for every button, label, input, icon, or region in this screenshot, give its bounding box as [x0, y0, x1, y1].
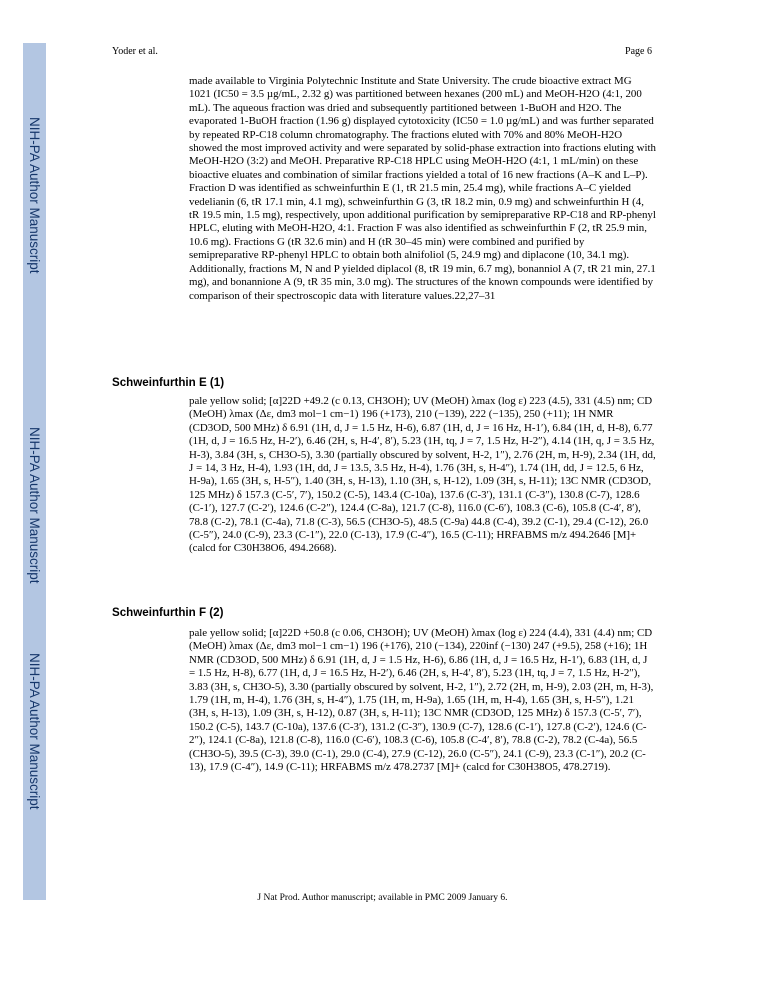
sidebar-label-bottom: NIH-PA Author Manuscript	[27, 653, 42, 810]
schweinfurthin-e-data: pale yellow solid; [α]22D +49.2 (c 0.13, CH3OH); UV (MeOH) λmax (log ε) 223 (4.5), 331 (4.5) nm; CD (MeOH) λmax (Δε, dm3 mol−1 cm−1) 196 (+173), 210 (−139), 222 (−135), 250 (+11); 1H NMR (CD3OD, 500 MHz) δ 6.91 (1H, d, J = 1.5 Hz, H-6), 6.87 (1H, d, J = 16 Hz, H-1′), 6.84 (1H, d, H-8), 6.77 (1H, d, J = 16.5 Hz, H-2′), 6.46 (2H, s, H-4′, 8′), 5.23 (1H, tq, J = 7, 1.5 Hz, H-2″), 4.14 (1H, q, J = 3.5 Hz, H-3), 3.84 (3H, s, CH3O-5), 3.30 (partially obscured by solvent, H-2, 1″), 2.76 (2H, m, H-9), 2.34 (1H, dd, J = 14, 3 Hz, H-4), 1.93 (1H, dd, J = 13.5, 3.5 Hz, H-4), 1.76 (3H, s, H-4″), 1.74 (1H, dd, J = 12.5, 6 Hz, H-9a), 1.65 (3H, s, H-5″), 1.40 (3H, s, H-13), 1.10 (3H, s, H-12), 1.09 (3H, s, H-11); 13C NMR (CD3OD, 125 MHz) δ 157.3 (C-5′, 7′), 150.2 (C-5), 143.4 (C-10a), 137.6 (C-3′), 131.1 (C-3″), 130.8 (C-7), 128.6 (C-1′), 127.7 (C-2′), 124.6 (C-2″), 124.4 (C-8a), 121.7 (C-8), 116.0 (C-6′), 108.3 (C-6), 105.8 (C-4′, 8′), 78.8 (C-2), 78.1 (C-4a), 71.8 (C-3), 56.5 (CH3O-5), 48.5 (C-9a) 44.8 (C-4), 39.2 (C-1), 29.4 (C-12), 26.0 (C-5″), 24.0 (C-9), 23.3 (C-1″), 22.0 (C-13), 17.9 (C-4″), 16.5 (C-11); HRFABMS m/z 494.2646 [M]+ (calcd for C30H38O6, 494.2668).	[189, 395, 656, 555]
sidebar-label-middle: NIH-PA Author Manuscript	[27, 427, 42, 584]
section-heading-schweinfurthin-f: Schweinfurthin F (2)	[112, 606, 224, 619]
section-heading-schweinfurthin-e: Schweinfurthin E (1)	[112, 376, 225, 389]
intro-paragraph: made available to Virginia Polytechnic Institute and State University. The crude bioactive extract MG 1021 (IC50 = 3.5 µg/mL, 2.32 g) was partitioned between hexanes (200 mL) and MeOH-H2O (4:1, 200 mL). The aqueous fraction was dried and subsequently partitioned between 1-BuOH and H2O. The evaporated 1-BuOH fraction (1.96 g) displayed cytotoxicity (IC50 = 1.0 µg/mL) and was further separated by repeated RP-C18 column chromatography. The fractions eluted with 70% and 80% MeOH-H2O showed the most improved activity and were separated by solid-phase extraction into fractions eluting with MeOH-H2O (3:2) and MeOH. Preparative RP-C18 HPLC using MeOH-H2O (4:1, 1 mL/min) on these bioactive eluates and combination of similar fractions yielded a total of 16 new fractions (A–K and L–P). Fraction D was identified as schweinfurthin E (1, tR 21.5 min, 25.4 mg), while fractions A–C yielded vedelianin (6, tR 17.1 min, 4.1 mg), schweinfurthin G (3, tR 18.2 min, 0.9 mg) and schweinfurthin H (4, tR 19.5 min, 1.5 mg), respectively, upon additional purification by semipreparative RP-C18 and RP-phenyl HPLC, eluting with MeOH-H2O, 4:1. Fraction F was also identified as schweinfurthin F (2, tR 25.9 min, 10.6 mg). Fractions G (tR 32.6 min) and H (tR 30–45 min) were combined and purified by semipreparative RP-phenyl HPLC to obtain both alnifoliol (5, 24.9 mg) and diplacone (10, 34.1 mg). Additionally, fractions M, N and P yielded diplacol (8, tR 19 min, 6.7 mg), bonanniol A (7, tR 21 min, 27.1 mg), and bonannione A (9, tR 35 min, 3.0 mg). The structures of the known compounds were identified by comparison of their spectroscopic data with literature values.22,27–31	[189, 75, 656, 302]
sidebar-label-top: NIH-PA Author Manuscript	[27, 117, 42, 274]
nih-pa-sidebar	[23, 43, 46, 900]
running-header-authors: Yoder et al.	[112, 46, 158, 57]
page-number: Page 6	[625, 46, 652, 57]
schweinfurthin-f-data: pale yellow solid; [α]22D +50.8 (c 0.06, CH3OH); UV (MeOH) λmax (log ε) 224 (4.4), 331 (4.4) nm; CD (MeOH) λmax (Δε, dm3 mol−1 cm−1) 196 (+176), 210 (−134), 220inf (−130) 247 (+9.5), 258 (+16); 1H NMR (CD3OD, 500 MHz) δ 6.91 (1H, d, J = 1.5 Hz, H-6), 6.86 (1H, d, J = 16.5 Hz, H-1′), 6.83 (1H, d, J = 1.5 Hz, H-8), 6.77 (1H, d, J = 16.5 Hz, H-2′), 6.46 (2H, s, H-4′, 8′), 5.23 (1H, tq, J = 7, 1.5 Hz, H-2″), 3.83 (3H, s, CH3O-5), 3.30 (partially obscured by solvent, H-2, 1″), 2.72 (2H, m, H-9), 2.03 (2H, m, H-3), 1.79 (1H, m, H-4), 1.76 (3H, s, H-4″), 1.75 (1H, m, H-9a), 1.65 (1H, m, H-4), 1.65 (3H, s, H-5″), 1.21 (3H, s, H-13), 1.09 (3H, s, H-12), 0.87 (3H, s, H-11); 13C NMR (CD3OD, 125 MHz) δ 157.3 (C-5′, 7′), 150.2 (C-5), 143.7 (C-10a), 137.6 (C-3′), 131.2 (C-3″), 130.9 (C-7), 128.6 (C-1′), 127.8 (C-2′), 124.6 (C-2″), 124.1 (C-8a), 121.8 (C-8), 116.0 (C-6′), 108.3 (C-6), 105.8 (C-4′, 8′), 78.8 (C-2), 78.2 (C-4a), 56.5 (CH3O-5), 39.5 (C-3), 39.0 (C-1), 29.0 (C-4), 27.9 (C-12), 26.0 (C-5″), 24.1 (C-9), 23.3 (C-1″), 20.2 (C-13), 17.9 (C-4″), 14.9 (C-11); HRFABMS m/z 478.2737 [M]+ (calcd for C30H38O5, 478.2719).	[189, 627, 654, 774]
journal-footer: J Nat Prod. Author manuscript; available in PMC 2009 January 6.	[257, 893, 508, 903]
